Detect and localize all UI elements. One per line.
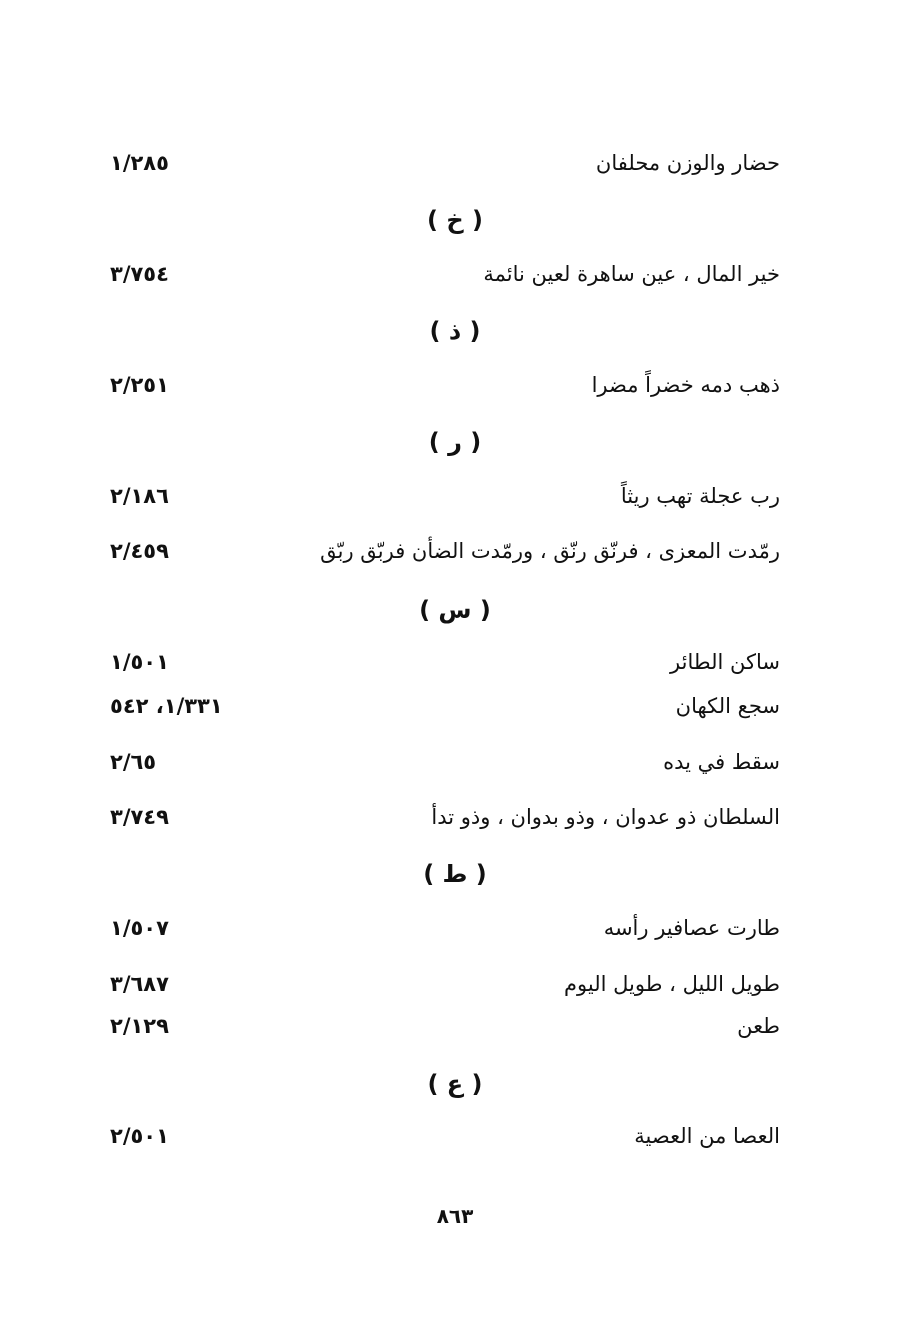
entry-row: [110, 962, 780, 1006]
entry-row: [110, 141, 780, 185]
volume-page-ref: ١/٢٨٥: [110, 151, 169, 175]
page-number: ٨٦٣: [436, 1204, 474, 1228]
volume-page-ref: ٢/٢٥١: [110, 373, 169, 397]
entry-row: [110, 363, 780, 407]
entry-row: [110, 529, 780, 573]
proverb-text: العصا من العصية: [634, 1124, 780, 1148]
entry-row: [110, 1114, 780, 1158]
proverb-text: سجع الكهان: [675, 694, 780, 718]
proverb-text: حضار والوزن محلفان: [595, 151, 780, 175]
volume-page-ref: ٢/٥٠١: [110, 1124, 169, 1148]
entry-row: [110, 1004, 780, 1048]
volume-page-ref: ٣/٦٨٧: [110, 972, 169, 996]
entry-row: [110, 252, 780, 296]
volume-page-ref: ١/٣٣١، ٥٤٢: [110, 694, 223, 718]
volume-page-ref: ٢/١٢٩: [110, 1014, 169, 1038]
proverb-text: ذهب دمه خضراً مضرا: [591, 373, 780, 397]
proverb-text: طويل الليل ، طويل اليوم: [564, 972, 780, 996]
letter-heading: ( خ ): [427, 206, 483, 234]
proverb-text: ساكن الطائر: [670, 650, 780, 674]
entry-row: [110, 684, 780, 728]
entry-row: [110, 640, 780, 684]
proverb-text: طعن: [737, 1014, 780, 1038]
entry-row: [110, 740, 780, 784]
proverb-text: رمّدت المعزى ، فرنّق رنّق ، ورمّدت الضأن فربّق ربّق: [320, 539, 780, 563]
volume-page-ref: ٢/٦٥: [110, 750, 157, 774]
volume-page-ref: ٣/٧٤٩: [110, 805, 169, 829]
entry-row: [110, 906, 780, 950]
proverb-text: طارت عصافير رأسه: [603, 916, 780, 940]
volume-page-ref: ٢/٤٥٩: [110, 539, 169, 563]
entry-row: [110, 474, 780, 518]
volume-page-ref: ٢/١٨٦: [110, 484, 169, 508]
letter-heading: ( ذ ): [429, 317, 481, 345]
volume-page-ref: ٣/٧٥٤: [110, 262, 169, 286]
proverb-text: السلطان ذو عدوان ، وذو بدوان ، وذو تدأ: [431, 805, 780, 829]
letter-heading: ( س ): [419, 596, 491, 624]
volume-page-ref: ١/٥٠١: [110, 650, 169, 674]
letter-heading: ( ر ): [428, 428, 482, 456]
proverb-text: سقط في يده: [663, 750, 780, 774]
proverb-text: خير المال ، عين ساهرة لعين نائمة: [483, 262, 780, 286]
entry-row: [110, 795, 780, 839]
volume-page-ref: ١/٥٠٧: [110, 916, 169, 940]
letter-heading: ( ع ): [427, 1070, 483, 1098]
letter-heading: ( ط ): [423, 860, 487, 888]
proverb-text: رب عجلة تهب ريثاً: [620, 484, 780, 508]
